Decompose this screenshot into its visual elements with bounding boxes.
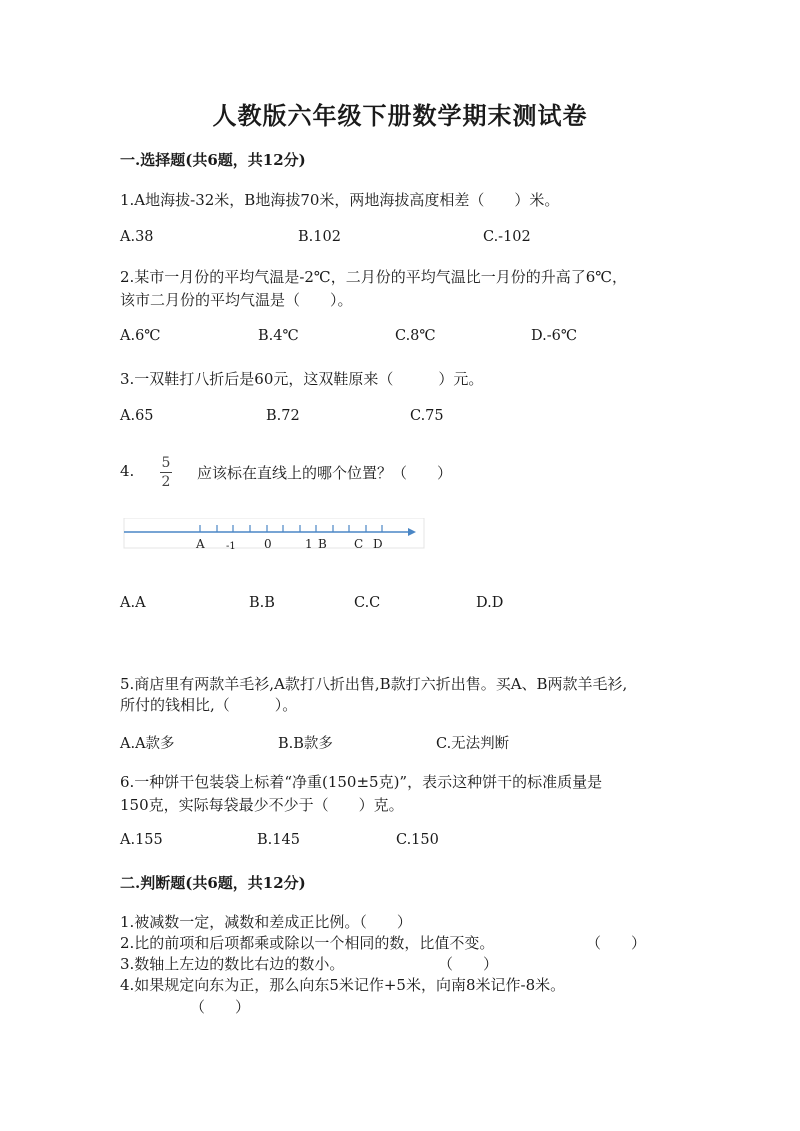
question-2-option-c: C.8℃ — [395, 328, 436, 344]
question-1-option-c: C.-102 — [483, 229, 531, 245]
judge-item-4-blank: （ ） — [190, 998, 251, 1016]
page-title: 人教版六年级下册数学期末测试卷 — [212, 101, 588, 130]
question-3-text: 3.一双鞋打八折后是60元，这双鞋原来（ ）元。 — [120, 370, 484, 388]
judge-item-4: 4.如果规定向东为正，那么向东5米记作+5米，向南8米记作-8米。 — [120, 976, 566, 994]
question-2-text-line1: 2.某市一月份的平均气温是-2℃，二月份的平均气温比一月份的升高了6℃， — [120, 268, 628, 286]
question-6-option-a: A.155 — [120, 832, 163, 848]
question-4-option-c: C.C — [354, 595, 381, 611]
question-4-text: 应该标在直线上的哪个位置？（ ） — [197, 464, 453, 482]
number-line-label-c: C — [354, 537, 364, 551]
question-3-option-c: C.75 — [410, 408, 444, 424]
question-3-option-b: B.72 — [266, 408, 300, 424]
number-line-label-0: 0 — [264, 537, 272, 551]
fraction-denominator: 2 — [161, 474, 171, 490]
question-1-option-b: B.102 — [298, 229, 341, 245]
section-heading-choice: 一.选择题(共6题，共12分) — [120, 151, 306, 169]
question-5-option-b: B.B款多 — [278, 736, 333, 752]
number-line-label-d: D — [373, 537, 383, 551]
number-line-label-1: 1 — [305, 537, 313, 551]
question-5-option-a: A.A款多 — [120, 736, 175, 752]
question-6-text-line1: 6.一种饼干包装袋上标着“净重(150±5克)”，表示这种饼干的标准质量是 — [120, 773, 603, 791]
number-line-label-neg1: -1 — [226, 541, 236, 552]
question-6-option-b: B.145 — [257, 832, 300, 848]
question-4-option-a: A.A — [120, 595, 146, 611]
question-2-option-b: B.4℃ — [258, 328, 299, 344]
judge-item-3-blank: （ ） — [438, 955, 499, 973]
number-line-arrowhead — [408, 528, 416, 536]
question-1-text: 1.A地海拔-32米，B地海拔70米，两地海拔高度相差（ ）米。 — [120, 191, 560, 209]
question-5-text-line1: 5.商店里有两款羊毛衫,A款打八折出售,B款打六折出售。买A、B两款羊毛衫, — [120, 675, 628, 693]
question-4-option-b: B.B — [249, 595, 275, 611]
question-3-option-a: A.65 — [120, 408, 154, 424]
question-2-text-line2: 该市二月份的平均气温是（ ）。 — [120, 291, 353, 309]
question-5-text-line2: 所付的钱相比,（ ）。 — [120, 696, 298, 714]
number-line — [120, 518, 430, 558]
fraction-bar — [160, 472, 172, 473]
fraction-numerator: 5 — [161, 455, 171, 471]
question-4-number: 4. — [120, 462, 135, 480]
fraction-five-halves — [156, 455, 176, 490]
question-1-option-a: A.38 — [120, 229, 154, 245]
number-line-label-a: A — [196, 537, 205, 551]
judge-item-2: 2.比的前项和后项都乘或除以一个相同的数，比值不变。 — [120, 934, 495, 952]
question-2-option-d: D.-6℃ — [531, 328, 578, 344]
question-4-option-d: D.D — [476, 595, 504, 611]
question-2-option-a: A.6℃ — [120, 328, 161, 344]
section-heading-judge: 二.判断题(共6题，共12分) — [120, 874, 306, 892]
judge-item-1: 1.被减数一定，减数和差成正比例。（ ） — [120, 913, 412, 931]
question-6-text-line2: 150克，实际每袋最少不少于（ ）克。 — [120, 796, 404, 814]
judge-item-2-blank: （ ） — [586, 934, 647, 952]
number-line-label-b: B — [318, 537, 327, 551]
judge-item-3: 3.数轴上左边的数比右边的数小。 — [120, 955, 345, 973]
question-6-option-c: C.150 — [396, 832, 439, 848]
question-5-option-c: C.无法判断 — [436, 736, 510, 752]
